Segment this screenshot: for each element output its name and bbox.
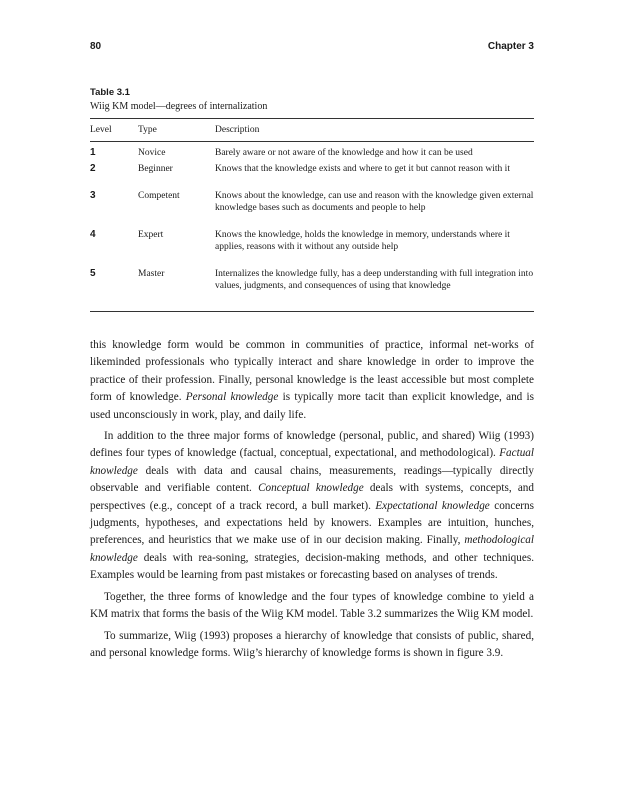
column-header-level: Level [90, 125, 112, 135]
paragraph: To summarize, Wiig (1993) proposes a hierarchy of knowledge that consists of public, shared, and personal knowledge forms. Wiig’s hierarchy of knowledge forms is shown in figure 3.9. [90, 629, 534, 659]
table-bottom-rule [90, 311, 534, 312]
row-description: Knows the knowledge, holds the knowledge in memory, understands where it applies, reasons with it without any outside help [215, 230, 510, 252]
emphasis: Conceptual knowledge [258, 482, 364, 495]
body-text [90, 337, 534, 662]
row-type: Beginner [138, 164, 173, 174]
emphasis: Factual knowledge [90, 447, 534, 477]
row-type: Competent [138, 191, 180, 201]
row-type: Novice [138, 148, 166, 158]
emphasis: Expectational knowledge [375, 499, 490, 512]
row-description: Knows about the knowledge, can use and reason with the knowledge given external knowledge bases such as documents and people to help [215, 191, 534, 213]
chapter-title: Chapter 3 [487, 41, 534, 52]
page-number: 80 [90, 41, 102, 52]
table-header-rule [90, 141, 534, 142]
paragraph: In addition to the three major forms of knowledge (personal, public, and shared) Wiig (1993) defines four types of knowledge (factual, conceptual, expectational, and methodological). Factual knowledge deals with data and causal chains, measurements, readings—typically directly observable and verifiable content. Conceptual knowledge deals with systems, concepts, and perspectives (e.g., concept of a track record, a bull market). Expectational knowledge concerns judgments, hypotheses, and expectations held by knowers. Examples are intuition, hunches, preferences, and heuristics that we make use of in our decision making. Finally, methodological knowledge deals with rea-soning, strategies, decision-making methods, and other techniques. Examples would be learning from past mistakes or forecasting based on analyses of trends. [90, 430, 534, 582]
row-description: Barely aware or not aware of the knowledge and how it can be used [215, 148, 473, 158]
row-description: Knows that the knowledge exists and where to get it but cannot reason with it [215, 164, 510, 174]
column-header-type: Type [138, 125, 157, 135]
paragraph: this knowledge form would be common in communities of practice, informal net-works of likeminded professionals who typically interact and share knowledge in order to improve the practice of their profession. Finally, personal knowledge is the least accessible but most complete form of knowledge. Personal knowledge is typically more tacit than explicit knowledge, and is used unconsciously in work, play, and daily life. [90, 339, 534, 421]
row-level: 3 [90, 190, 96, 201]
emphasis: Personal knowledge [185, 391, 279, 404]
row-level: 4 [90, 229, 96, 240]
emphasis: methodological knowledge [90, 534, 534, 564]
table-label: Table 3.1 [90, 87, 130, 98]
column-header-description: Description [215, 125, 260, 135]
row-level: 2 [90, 163, 96, 174]
paragraph: Together, the three forms of knowledge and the four types of knowledge combine to yield a KM matrix that forms the basis of the Wiig KM model. Table 3.2 summarizes the Wiig KM model. [90, 590, 534, 621]
row-level: 5 [90, 268, 96, 279]
row-type: Expert [138, 230, 164, 240]
row-description: Internalizes the knowledge fully, has a deep understanding with full integration into values, judgments, and consequences of using that knowledge [215, 269, 534, 291]
table-header-row [90, 125, 534, 139]
running-header [90, 41, 534, 55]
row-type: Master [138, 269, 165, 279]
table-top-rule [90, 118, 534, 119]
row-level: 1 [90, 147, 96, 158]
table-caption: Wiig KM model—degrees of internalization [90, 101, 268, 112]
